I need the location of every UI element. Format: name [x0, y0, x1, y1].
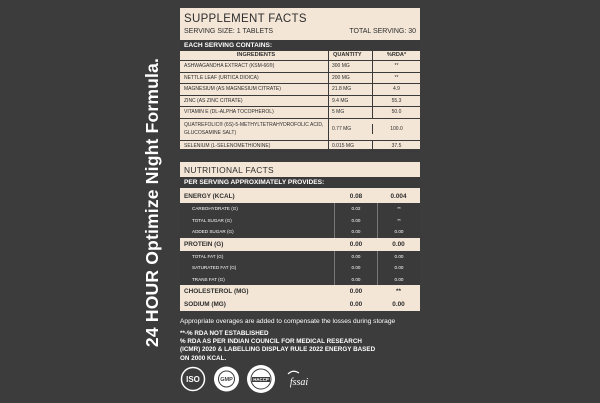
rda-footnote	[180, 330, 375, 363]
footnote-line: **-% RDA NOT ESTABLISHED	[180, 330, 269, 337]
nutrient-name: TRANS FAT (G)	[180, 274, 335, 286]
footnote-line: (ICMR) 2020 & LABELLING DISPLAY RULE 2022 ENERGY BASED	[180, 346, 376, 354]
haccp-logo-text: HACCP	[253, 377, 269, 383]
side-title	[139, 52, 167, 352]
nutrient-rda: **	[396, 288, 401, 295]
ingredient-name: QUATREFOLIC® (6S)-5-METHYLTETRAHYDROFOLIC ACID, GLUCOSAMINE SALT)	[180, 119, 329, 140]
supplement-facts-title: SUPPLEMENT FACTS	[184, 13, 307, 25]
nutrition-row	[180, 190, 420, 203]
nutrient-name: CHOLESTEROL (MG)	[184, 288, 249, 295]
nutrient-name: SODIUM (MG)	[184, 301, 226, 308]
ingredient-name: NETTLE LEAF (URTICA DIOICA)	[180, 73, 329, 84]
header-quantity: QUANTITY	[329, 51, 373, 60]
ingredient-rda: **	[394, 63, 399, 69]
nutrient-rda: 0.00	[394, 253, 404, 259]
footnote-line: % RDA AS PER INDIAN COUNCIL FOR MEDICAL RESEARCH	[180, 338, 362, 346]
ingredient-quantity: 9.4 MG	[329, 96, 373, 107]
nutrient-rda: 0.00	[394, 265, 404, 271]
serving-info	[180, 26, 420, 37]
nutrition-row	[180, 298, 420, 311]
supplement-facts-panel	[180, 8, 420, 149]
nutrient-value: 0.00	[335, 274, 378, 286]
nutrient-rda: 0.00	[392, 301, 405, 308]
header-ingredients: INGREDIENTS	[180, 51, 329, 60]
ingredient-row	[180, 141, 420, 153]
nutrient-value: 0.02	[335, 203, 378, 215]
each-serving-bar: EACH SERVING CONTAINS:	[180, 40, 420, 51]
ingredient-quantity: 0.015 MG	[329, 141, 373, 152]
ingredient-row	[180, 61, 420, 73]
nutrient-name: PROTEIN (G)	[184, 240, 224, 248]
per-serving-bar: PER SERVING APPROXIMATELY PROVIDES:	[180, 177, 420, 188]
haccp-logo	[246, 364, 276, 394]
overages-note: Appropriate overages are added to compensate the losses during storage	[180, 318, 396, 325]
ingredients-header	[180, 51, 420, 61]
ingredients-table	[180, 61, 420, 152]
ingredient-quantity: 5 MG	[329, 107, 373, 118]
nutrient-rda: **	[397, 217, 401, 223]
ingredient-name: ASHWAGANDHA EXTRACT (KSM-66®)	[180, 61, 329, 72]
nutrient-name: TOTAL FAT (G)	[180, 251, 335, 263]
header-rda: %RDA*	[386, 52, 407, 58]
nutrition-subrow	[180, 262, 420, 274]
ingredient-row	[180, 107, 420, 119]
iso-logo	[180, 366, 206, 392]
nutrient-value: 0.00	[335, 262, 378, 274]
serving-size: SERVING SIZE: 1 TABLETS	[184, 28, 274, 35]
iso-logo-text: ISO	[186, 375, 200, 384]
fssai-logo	[284, 368, 314, 390]
nutrient-rda: 0.00	[392, 240, 405, 248]
certification-logos	[180, 364, 320, 394]
ingredient-name: VITAMIN E (DL-ALPHA TOCOPHEROL)	[180, 107, 329, 118]
ingredient-name: MAGNESIUM (AS MAGNESIUM CITRATE)	[180, 84, 329, 95]
ingredient-name: ZINC (AS ZINC CITRATE)	[180, 96, 329, 107]
nutrient-name: ADDED SUGAR (G)	[180, 226, 335, 238]
ingredient-quantity: 0.77 MG	[329, 124, 373, 135]
ingredient-row	[180, 84, 420, 96]
fssai-logo-text: fssai	[289, 377, 309, 388]
nutrition-row	[180, 238, 420, 251]
nutritional-facts-panel	[180, 162, 420, 307]
ingredient-rda: 4.9	[393, 86, 400, 92]
nutrient-rda: **	[397, 206, 401, 212]
ingredient-row	[180, 119, 420, 141]
nutrient-rda: 0.00	[394, 276, 404, 282]
nutrition-subrow	[180, 215, 420, 227]
nutrition-subrow	[180, 251, 420, 263]
ingredient-rda: 100.0	[390, 125, 403, 132]
nutrition-subrow	[180, 226, 420, 238]
nutrition-row	[180, 285, 420, 298]
nutrient-value: 0.00	[335, 226, 378, 238]
nutrient-name: ENERGY (KCAL)	[184, 193, 235, 200]
nutrient-name: SATURATED FAT (G)	[180, 262, 335, 274]
side-title-text: 24 HOUR Optimize Night Formula.	[142, 57, 163, 347]
nutrition-subrow	[180, 274, 420, 286]
nutrition-subrow	[180, 203, 420, 215]
ingredient-quantity: 21.8 MG	[329, 84, 373, 95]
nutrient-value: 0.00	[349, 288, 363, 295]
gmp-logo	[213, 365, 240, 393]
nutrient-value: 0.00	[349, 240, 363, 248]
nutrition-table	[180, 190, 420, 311]
ingredient-rda: **	[394, 74, 399, 81]
nutrient-rda: 0.004	[390, 193, 407, 200]
ingredient-row	[180, 96, 420, 108]
nutrient-value: 0.00	[335, 215, 378, 227]
footnote-line: ON 2000 KCAL.	[180, 354, 227, 362]
gmp-logo-text: GMP	[220, 377, 233, 383]
ingredient-row	[180, 73, 420, 85]
nutrient-value: 0.00	[335, 251, 378, 263]
nutrient-rda: 0.00	[394, 229, 404, 235]
ingredient-rda: 55.3	[391, 97, 402, 104]
nutrient-name: TOTAL SUGAR (G)	[180, 215, 335, 227]
nutrient-value: 0.00	[349, 301, 363, 308]
ingredient-quantity: 300 MG	[329, 61, 373, 72]
ingredient-rda: 50.0	[391, 109, 402, 115]
ingredient-rda: 37.5	[391, 142, 402, 149]
total-serving: TOTAL SERVING: 30	[349, 28, 416, 35]
nutrient-value: 0.08	[349, 193, 363, 200]
nutritional-facts-title: NUTRITIONAL FACTS	[184, 165, 274, 175]
ingredient-name: SELENIUM (L-SELENOMETHIONINE)	[180, 141, 329, 152]
nutrient-name: CARBOHYDRATE (G)	[180, 203, 335, 215]
ingredient-quantity: 200 MG	[329, 73, 373, 84]
